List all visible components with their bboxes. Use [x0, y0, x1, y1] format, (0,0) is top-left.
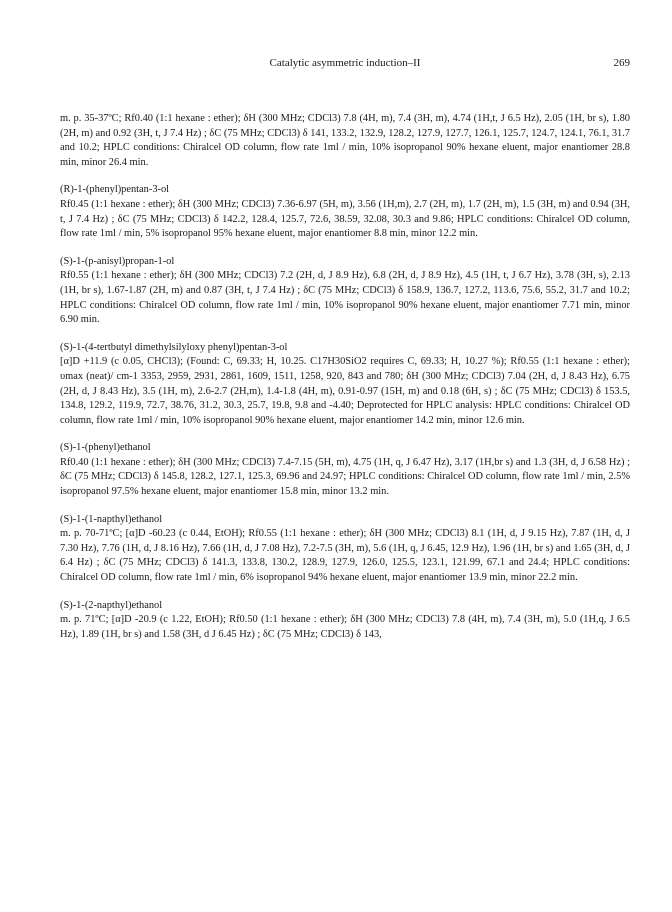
compound-name: (S)-1-(phenyl)ethanol [60, 442, 151, 454]
compound-data: [α]D +11.9 (c 0.05, CHCl3); (Found: C, 69.33; H, 10.25. C17H30SiO2 requires C, 69.33; H, 10.27 %); Rf0.55 (1:1 hexane : ether); υmax (neat)/ cm-1 3353, 2959, 2931, 2861, 1609, 1511, 1258, 920, 843 and 780; δH (300 MHz; CDCl3) 7.04 (2H, d, J 8.43 Hz), 6.75 (2H, d, J 8.43 Hz), 3.5 (1H, m), 2.6-2.7 (2H,m), 1.4-1.8 (4H, m), 0.91-0.97 (15H, m) and 0.18 (6H, s) ; δC (75 MHz; CDCl3) δ 153.5, 134.8, 129.2, 119.9, 72.7, 38.76, 31.2, 30.3, 25.7, 19.8, 9.8 and -4.40; Deprotected for HPLC analysis: HPLC conditions: Chiralcel OD column, flow rate 1ml / min, 10% isopropanol 90% hexane eluent, major enantiomer 14.2 min, minor 12.6 min. [60, 356, 630, 426]
compound-data: Rf0.55 (1:1 hexane : ether); δH (300 MHz; CDCl3) 7.2 (2H, d, J 8.9 Hz), 6.8 (2H, d, J 8.9 Hz), 4.5 (1H, t, J 6.7 Hz), 3.78 (3H, s), 2.13 (1H, br s), 1.67-1.87 (2H, m) and 0.87 (3H, t, J 7.4 Hz) ; δC (75 MHz; CDCl3) δ 158.9, 136.7, 127.2, 113.6, 75.6, 55.2, 31.7 and 10.2; HPLC conditions: Chiralcel OD column, flow rate 1ml / min, 10% isopropanol 90% hexane eluent, major enantiomer 7.71 min, minor 6.90 min. [60, 270, 630, 326]
compound-entry [60, 599, 630, 643]
compound-name: (S)-1-(1-napthyl)ethanol [60, 513, 163, 525]
compound-name: (S)-1-(4-tertbutyl dimethylsilyloxy phenyl)pentan-3-ol [60, 341, 288, 353]
page-number: 269 [613, 57, 630, 69]
compound-name: (S)-1-(p-anisyl)propan-1-ol [60, 255, 175, 267]
compound-data: Rf0.40 (1:1 hexane : ether); δH (300 MHz; CDCl3) 7.4-7.15 (5H, m), 4.75 (1H, q, J 6.47 Hz), 3.17 (1H,br s) and 1.3 (3H, d, J 6.58 Hz) ; δC (75 MHz; CDCl3) δ 145.8, 128.2, 127.1, 125.3, 69.96 and 24.97; HPLC conditions: Chiralcel OD column, flow rate 1ml / min, 2.5% isopropanol 97.5% hexane eluent, major enantiomer 15.8 min, minor 13.2 min. [60, 456, 630, 498]
compound-entry [60, 513, 630, 586]
compound-entry [60, 255, 630, 328]
compound-name: (S)-1-(2-napthyl)ethanol [60, 599, 163, 611]
compound-entry [60, 183, 630, 241]
compound-entry [60, 441, 630, 499]
running-header [60, 57, 630, 71]
compound-data: m. p. 71ºC; [α]D -20.9 (c 1.22, EtOH); Rf0.50 (1:1 hexane : ether); δH (300 MHz; CDCl3) 7.8 (4H, m), 7.4 (3H, m), 5.0 (1H,q, J 6.5 Hz), 1.89 (1H, br s) and 1.58 (3H, d J 6.45 Hz) ; δC (75 MHz; CDCl3) δ 143, [60, 614, 630, 640]
compound-data: m. p. 35-37ºC; Rf0.40 (1:1 hexane : ether); δH (300 MHz; CDCl3) 7.8 (4H, m), 7.4 (3H, m), 4.74 (1H,t, J 6.5 Hz), 2.05 (1H, br s), 1.80 (2H, m) and 0.92 (3H, t, J 7.4 Hz) ; δC (75 MHz; CDCl3) δ 141, 133.2, 132.9, 128.2, 127.9, 127.7, 126.1, 125.7, 124.7, 124.1, 76.1, 31.7 and 10.2; HPLC conditions: Chiralcel OD column, flow rate 1ml / min, 10% isopropanol 90% hexane eluent, major enantiomer 28.8 min, minor 26.4 min. [60, 113, 630, 168]
compound-entry [60, 112, 630, 170]
experimental-text [60, 112, 630, 655]
compound-data: Rf0.45 (1:1 hexane : ether); δH (300 MHz; CDCl3) 7.36-6.97 (5H, m), 3.56 (1H,m), 2.7 (2H, m), 1.7 (2H, m), 1.5 (3H, m) and 0.94 (3H, t, J 7.4 Hz) ; δC (75 MHz; CDCl3) δ 142.2, 128.4, 125.7, 72.6, 38.59, 32.08, 30.3 and 9.86; HPLC conditions: Chiralcel OD column, flow rate 1ml / min, 5% isopropanol 95% hexane eluent, major enantiomer 8.8 min, minor 12.2 min. [60, 198, 630, 240]
running-title: Catalytic asymmetric induction–II [269, 57, 421, 69]
compound-name: (R)-1-(phenyl)pentan-3-ol [60, 184, 170, 196]
compound-entry [60, 341, 630, 429]
compound-data: m. p. 70-71ºC; [α]D -60.23 (c 0.44, EtOH); Rf0.55 (1:1 hexane : ether); δH (300 MHz; CDCl3) 8.1 (1H, d, J 9.15 Hz), 7.87 (1H, d, J 7.30 Hz), 7.76 (1H, d, J 8.16 Hz), 7.66 (1H, d, J 7.08 Hz), 7.2-7.5 (3H, m), 5.6 (1H, q, J 6.45, 12.9 Hz), 1.96 (1H, br s) and 1.65 (3H, d, J 6.4 Hz) ; δC (75 MHz; CDCl3) δ 141.3, 133.8, 130.2, 128.9, 127.9, 126.0, 125.5, 123.1, 121.99, 67.1 and 24.4; HPLC conditions: Chiralcel OD column, flow rate 1ml / min, 6% isopropanol 94% hexane eluent, major enantiomer 13.9 min, minor 22.2 min. [60, 528, 630, 584]
